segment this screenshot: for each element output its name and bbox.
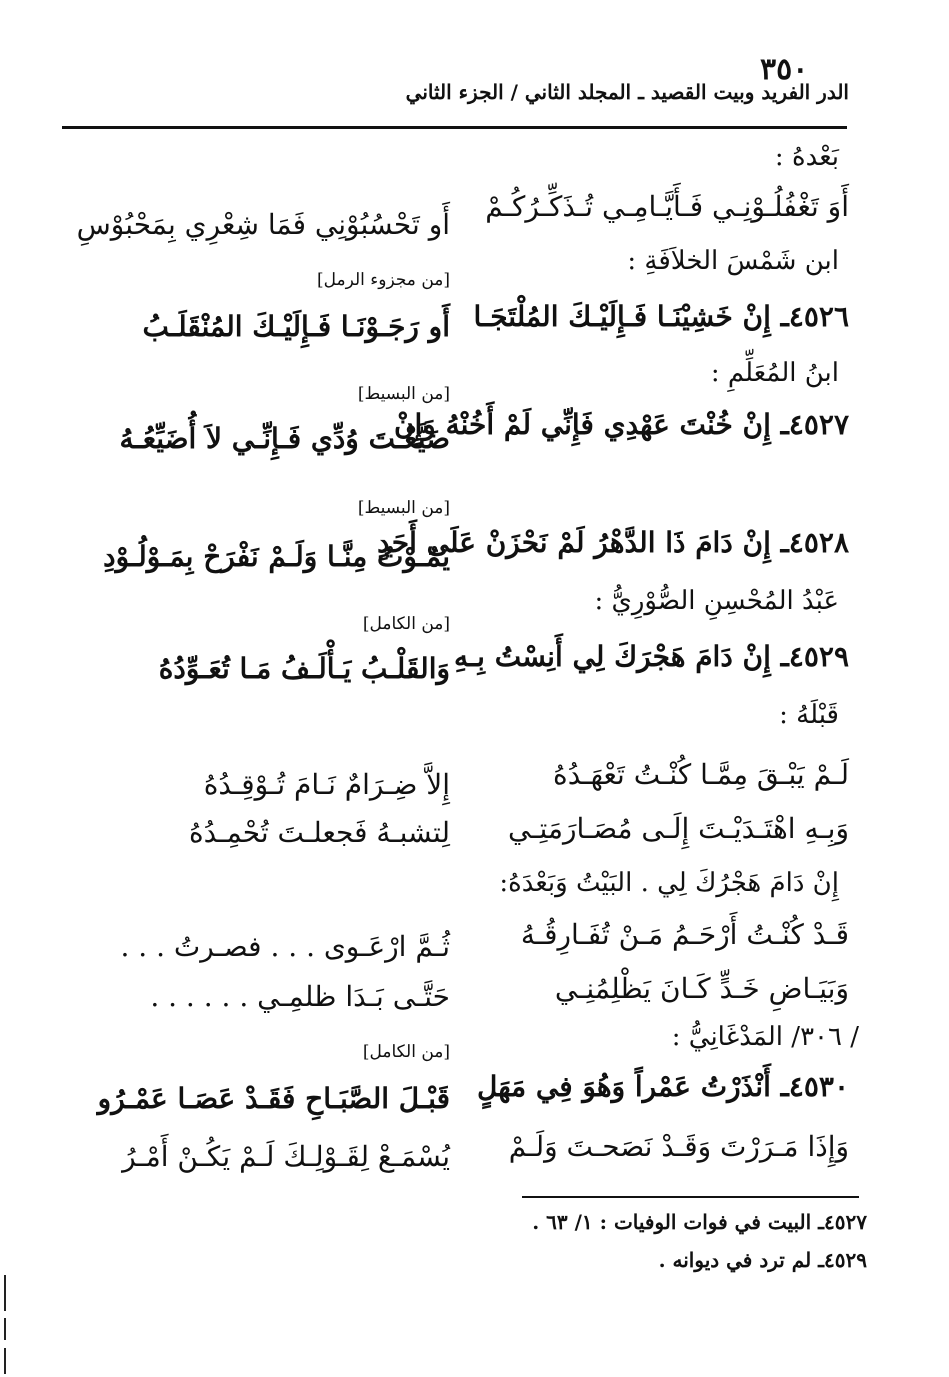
- footnote-rule: [522, 1196, 859, 1198]
- margin-mark: [4, 1318, 6, 1340]
- meter-label: [من البسيط]: [357, 498, 450, 518]
- verse-4530-second: قَبْـلَ الصَّبَـاحِ فَقَـدْ عَصَـا عَمْـرُو: [97, 1082, 450, 1115]
- verse-4527-second: ضَيَّعْـتَ وُدِّي فَـإِنِّـي لاَ أُضَيِّعُـهُ: [119, 422, 450, 455]
- verse-first-hemistich: وَإِذَا مَـرَرْتَ وَقَـدْ نَصَحـتَ وَلَـمْ: [508, 1130, 849, 1163]
- verse-second-hemistich: أَو تَحْسُبُوْنِي فَمَا شِعْرِي بِمَحْبُوْسِ: [76, 208, 450, 241]
- margin-mark: [4, 1275, 6, 1311]
- verse-second-hemistich: حَتَّـى بَـدَا ظلمِـي . . . . . .: [150, 980, 450, 1013]
- verse-second-hemistich: لِتشبـهُ فَجعلـتَ تُحْمِـدُهُ: [189, 816, 450, 849]
- verse-4529-first: ٤٥٢٩ـ إِنْ دَامَ هَجْرَكَ لِي أَنِسْتُ بِـهِ: [453, 640, 849, 673]
- footnote: ٤٥٢٩ـ لم ترد في ديوانه .: [658, 1248, 867, 1272]
- text-line: بَعْدهُ :: [774, 142, 839, 172]
- verse-second-hemistich: ثُـمَّ ارْعَـوى . . . فصـرتُ . . .: [120, 930, 450, 963]
- verse-first-hemistich: لَـمْ يَبْـقَ مِمَّـا كُنْـتُ تَعْهَـدُهُ: [553, 758, 849, 791]
- poet-name: ابنُ المُعَلِّمِ :: [710, 358, 839, 388]
- verse-first-hemistich: قَـدْ كُنْـتُ أَرْحَـمُ مَـنْ تُفَـارِقُـهُ: [520, 918, 849, 951]
- margin-mark: [4, 1348, 6, 1374]
- verse-4529-second: وَالقَلْـبُ يَـأْلَـفُ مَـا تُعَـوِّدُهُ: [158, 652, 450, 685]
- verse-first-hemistich: وَبِـهِ اهْتَـدَيْـتَ إِلَـى مُصَـارَمَتِـي: [508, 812, 849, 845]
- verse-4528-second: يَمُـوْتُ مِنَّـا وَلَـمْ نَفْرَحْ بِمَـوْلُـوْدِ: [103, 540, 450, 573]
- verse-second-hemistich: يُسْمَـعْ لِقَـوْلِـكَ لَـمْ يَكُـنْ أَمْـرُ: [122, 1140, 450, 1173]
- running-header: الدر الفريد وبيت القصيد ـ المجلد الثاني / الجزء الثاني: [405, 80, 849, 104]
- poet-name: / ٣٠٦/ المَدْغَانِيُّ :: [671, 1022, 859, 1052]
- verse-first-hemistich: أَوَ تَغْفُلُـوْنِـي فَـأَيَّـامِـي تُـذَكِّـرُكُـمْ: [485, 190, 849, 223]
- meter-label: [من مجزوء الرمل]: [316, 270, 450, 290]
- page-number: ٣٥٠: [760, 52, 809, 87]
- text-line: قَبْلَهُ :: [779, 700, 839, 730]
- footnote: ٤٥٢٧ـ البيت في فوات الوفيات : ١/ ٦٣ .: [532, 1210, 867, 1234]
- verse-4527-first: ٤٥٢٧ـ إِنْ خُنْتَ عَهْدِي فَإِنِّي لَمْ أَخُنْهُ وَإِنْ: [393, 408, 849, 441]
- verse-4530-first: ٤٥٣٠ـ أَنْذَرْتُ عَمْراً وَهُوَ فِي مَهَلٍ: [477, 1070, 849, 1103]
- verse-4526-first: ٤٥٢٦ـ إِنْ خَشِيْنَـا فَـإِلَيْـكَ المُلْتَجَـا: [473, 300, 849, 333]
- meter-label: [من الكامل]: [362, 614, 450, 634]
- text-line: إِنْ دَامَ هَجْرُكَ لِي . البَيْتُ وَبَعْدَهُ:: [499, 868, 839, 898]
- verse-second-hemistich: إِلاَّ ضِـرَامٌ نَـامَ تُـوْقِـدُهُ: [203, 768, 450, 801]
- poet-name: ابن شَمْسَ الخلاَفَةِ :: [627, 246, 839, 276]
- verse-4528-first: ٤٥٢٨ـ إِنْ دَامَ ذَا الدَّهْرُ لَمْ نَحْزَنْ عَلَى أَحَدٍ: [377, 526, 849, 559]
- header-rule: [62, 126, 847, 129]
- meter-label: [من البسيط]: [357, 384, 450, 404]
- poet-name: عَبْدُ المُحْسِنِ الصُّوْرِيُّ :: [594, 586, 839, 616]
- verse-4526-second: أَو رَجَـوْنَـا فَـإِلَيْـكَ المُنْقَلَـبُ: [142, 310, 450, 343]
- meter-label: [من الكامل]: [362, 1042, 450, 1062]
- verse-first-hemistich: وَبَيَـاضِ خَـدٍّ كَـانَ يَظْلِمُنِـي: [554, 972, 849, 1005]
